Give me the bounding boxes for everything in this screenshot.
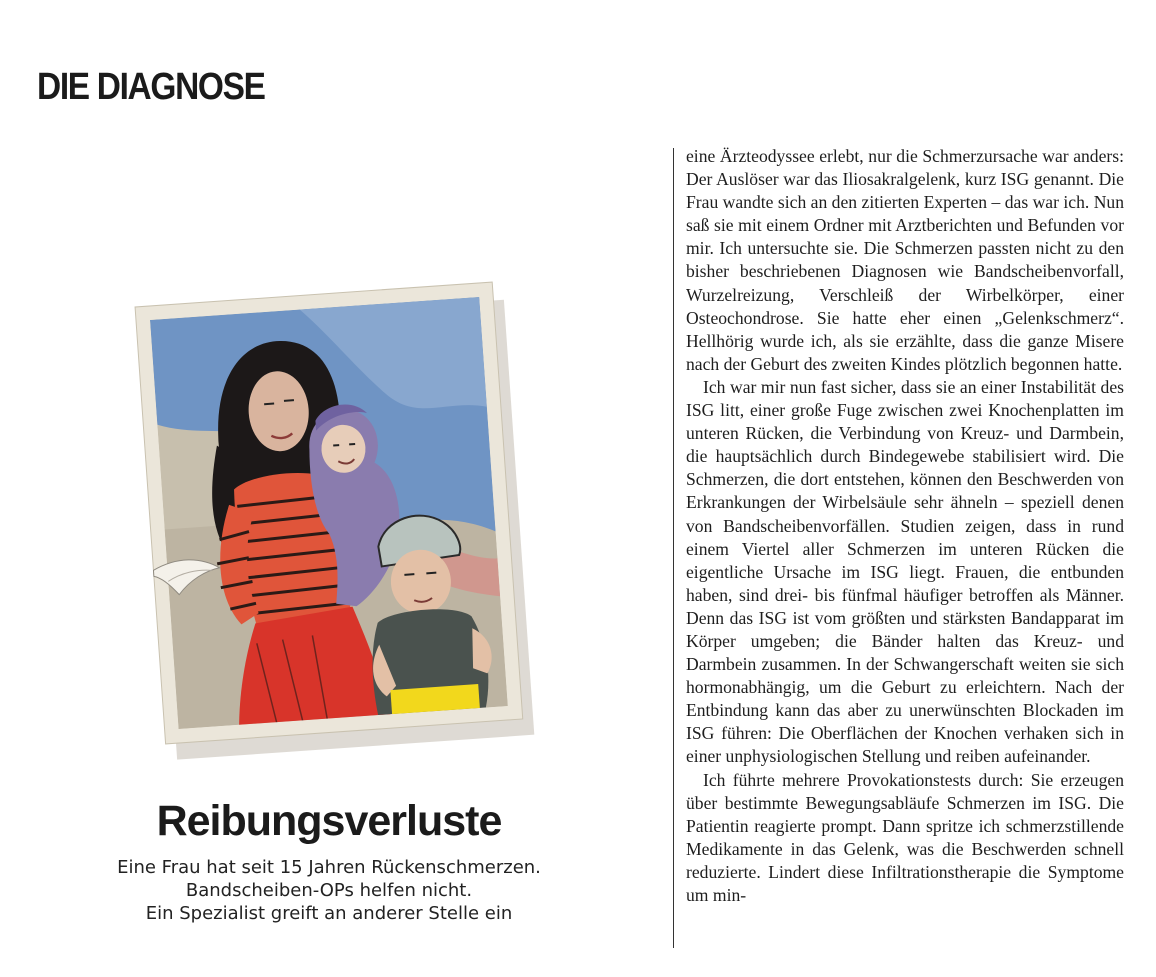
article-illustration bbox=[120, 250, 580, 790]
article-subline bbox=[0, 856, 658, 925]
subline-line: Bandscheiben-OPs helfen nicht. bbox=[185, 880, 473, 901]
subline-line: Ein Spezialist greift an anderer Stelle ein bbox=[145, 903, 513, 924]
section-title: DIE DIAGNOSE bbox=[37, 66, 265, 108]
column-rule bbox=[673, 148, 674, 948]
body-paragraph: eine Ärzteodyssee erlebt, nur die Schmerzursache war anders: Der Auslöser war das Iliosakralgelenk, kurz ISG genannt. Die Frau wandte sich an den zitierten Experten – das war ich. Nun saß sie mit einem Ordner mit Arztberichten und Befunden vor mir. Ich untersuchte sie. Die Schmerzen passten nicht zu den bisher beschriebenen Diagnosen wie Bandscheibenvorfall, Wurzelreizung, Verschleiß der Wirbelkörper, einer Osteochondrose. Sie hatte eher einen „Gelenkschmerz“. Hellhörig wurde ich, als sie erzählte, dass die ganze Misere nach der Geburt des zweiten Kindes plötzlich begonnen hatte. bbox=[686, 146, 1124, 374]
article-body bbox=[686, 145, 1124, 907]
article-headline: Reibungsverluste bbox=[156, 797, 502, 845]
body-paragraph: Ich führte mehrere Provokationstests durch: Sie erzeugen über bestimmte Bewegungsabläufe Schmerzen im ISG. Die Patientin reagierte prompt. Dann spritze ich schmerzstillende Medikamente in das Gelenk, was die Beschwerden schnell reduzierte. Lindert diese Infiltrationstherapie die Symptome um min- bbox=[686, 769, 1124, 905]
body-paragraph: Ich war mir nun fast sicher, dass sie an einer Instabilität des ISG litt, einer große Fuge zwischen zwei Knochenplatten im unteren Rücken, die Verbindung von Kreuz- und Darmbein, die hauptsächlich durch Bindegewebe stabilisiert wird. Die Schmerzen, die dort entstehen, können den Beschwerden von Erkrankungen der Wirbelsäule sehr ähneln – speziell denen von Bandscheibenvorfällen. Studien zeigen, dass in rund einem Viertel aller Schmerzen im unteren Rücken die eigentliche Ursache im ISG liegt. Frauen, die entbunden haben, sind drei- bis fünfmal häufiger betroffen als Männer. Denn das ISG ist vom größten und stärksten Bandapparat im Körper umgeben; die Bänder halten das Kreuz- und Darmbein zusammen. In der Schwangerschaft weiten sie sich hormonabhängig, um die Geburt zu erleichtern. Nach der Entbindung kann das aber zu unerwünschten Blockaden im ISG führen: Die Oberflächen der Knochen verhaken sich in einer unphysiologischen Stellung und reiben aufeinander. bbox=[686, 376, 1124, 767]
subline-line: Eine Frau hat seit 15 Jahren Rückenschmerzen. bbox=[117, 857, 541, 878]
